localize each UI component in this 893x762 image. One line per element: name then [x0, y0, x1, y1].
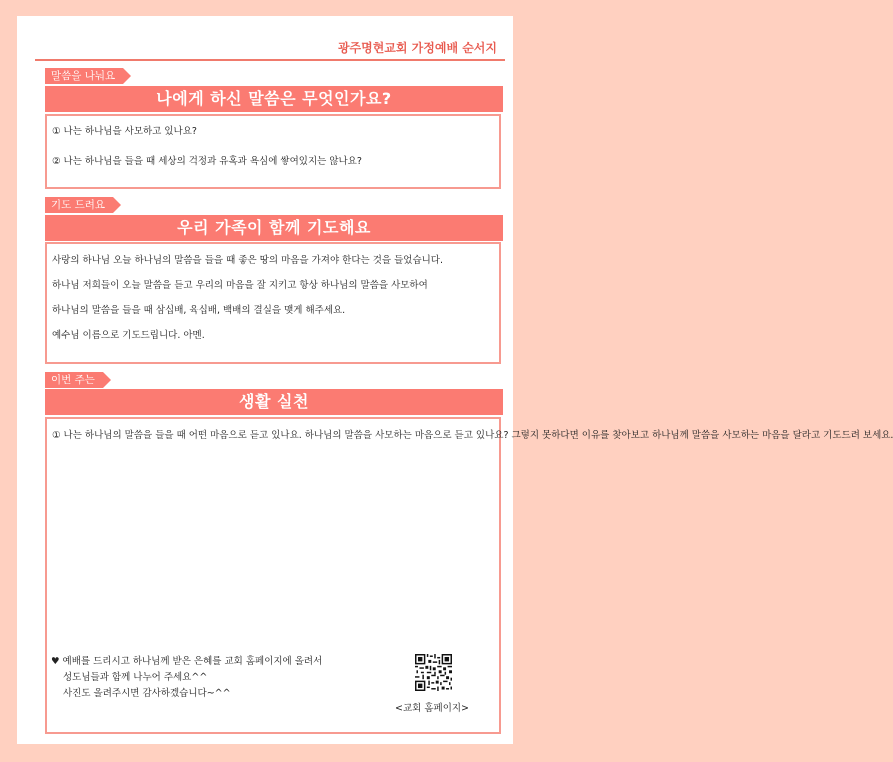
footer-line: 사진도 올려주시면 감사하겠습니다~^^: [63, 688, 231, 699]
prayer-banner: 우리 가족이 함께 기도해요: [45, 215, 503, 241]
prayer-box: [45, 242, 501, 364]
practice-tag: 이번 주는: [45, 372, 103, 388]
question-1: ① 나는 하나님을 사모하고 있나요?: [52, 126, 197, 137]
prayer-line: 하나님 저희들이 오늘 말씀을 듣고 우리의 마음을 잘 지키고 항상 하나님의 말씀을 사모하여: [52, 280, 428, 291]
share-banner: 나에게 하신 말씀은 무엇인가요?: [45, 86, 503, 112]
prayer-tag: 기도 드려요: [45, 197, 113, 213]
qr-code-icon[interactable]: [415, 654, 452, 691]
header-divider: [35, 59, 505, 61]
prayer-line: 예수님 이름으로 기도드립니다. 아멘.: [52, 330, 205, 341]
share-tag: 말씀을 나눠요: [45, 68, 123, 84]
worship-sheet: [17, 16, 893, 744]
footer-line: 성도님들과 함께 나누어 주세요^^: [63, 672, 208, 683]
header-title: 광주명현교회 가정예배 순서지: [337, 41, 497, 55]
practice-item: ① 나는 하나님의 말씀을 들을 때 어떤 마음으로 듣고 있나요. 하나님의 말씀을 사모하는 마음으로 듣고 있나요? 그렇지 못하다면 이유를 찾아보고 하나님께 말씀을 사모하는 마음을 달라고 기도드려 보세요.: [52, 430, 893, 441]
footer-notes: [51, 654, 322, 702]
practice-banner: 생활 실천: [45, 389, 503, 415]
qr-caption: <교회 홈페이지>: [395, 703, 470, 714]
question-2: ② 나는 하나님을 들을 때 세상의 걱정과 유혹과 욕심에 쌓여있지는 않나요?: [52, 156, 362, 167]
prayer-line: 사랑의 하나님 오늘 하나님의 말씀을 들을 때 좋은 땅의 마음을 가져야 한다는 것을 들었습니다.: [52, 255, 444, 266]
footer-line: ♥ 예배를 드리시고 하나님께 받은 은혜를 교회 홈페이지에 올려서: [51, 656, 323, 667]
share-questions-box: [45, 114, 501, 189]
prayer-line: 하나님의 말씀을 들을 때 삼십배, 육십배, 백배의 결실을 맺게 해주세요.: [52, 305, 346, 316]
